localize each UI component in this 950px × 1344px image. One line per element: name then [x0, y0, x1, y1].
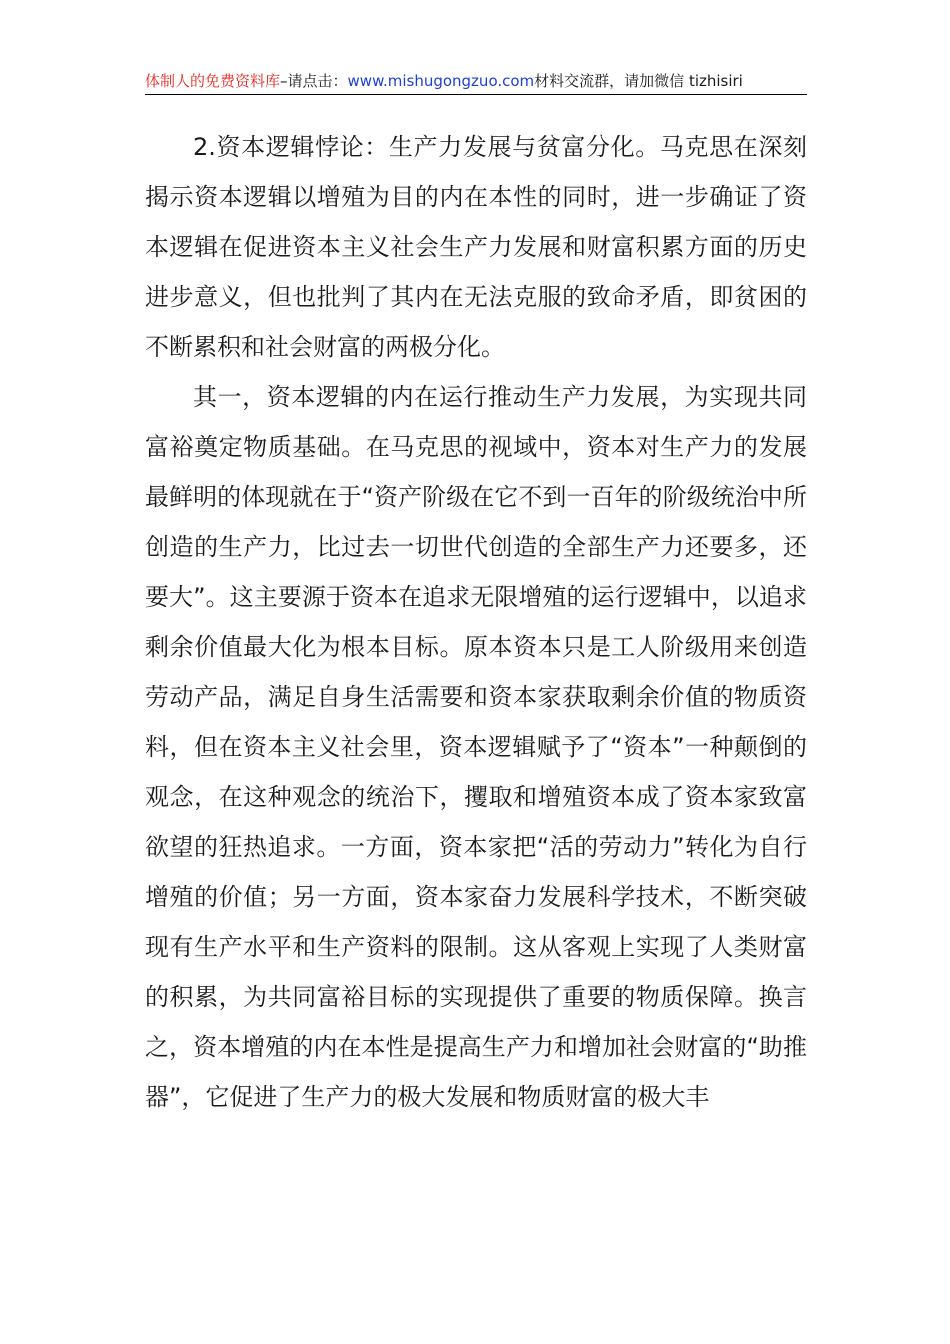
header-separator: –请点击：	[280, 72, 348, 90]
header-link[interactable]: www.mishugongzuo.com	[347, 72, 535, 90]
header-tail: 材料交流群，请加微信 tizhisiri	[534, 72, 743, 90]
page-header	[145, 70, 807, 95]
paragraph-1: 2.资本逻辑悖论：生产力发展与贫富分化。马克思在深刻揭示资本逻辑以增殖为目的内在本性的同时，进一步确证了资本逻辑在促进资本主义社会生产力发展和财富积累方面的历史进步意义，但也批判了其内在无法克服的致命矛盾，即贫困的不断累积和社会财富的两极分化。	[145, 133, 807, 361]
header-brand: 体制人的免费资料库	[145, 72, 281, 90]
paragraph-2: 其一，资本逻辑的内在运行推动生产力发展，为实现共同富裕奠定物质基础。在马克思的视域中，资本对生产力的发展最鲜明的体现就在于“资产阶级在它不到一百年的阶级统治中所创造的生产力，比过去一切世代创造的全部生产力还要多，还要大”。这主要源于资本在追求无限增殖的运行逻辑中，以追求剩余价值最大化为根本目标。原本资本只是工人阶级用来创造劳动产品，满足自身生活需要和资本家获取剩余价值的物质资料，但在资本主义社会里，资本逻辑赋予了“资本”一种颠倒的观念，在这种观念的统治下，攫取和增殖资本成了资本家致富欲望的狂热追求。一方面，资本家把“活的劳动力”转化为自行增殖的价值；另一方面，资本家奋力发展科学技术，不断突破现有生产水平和生产资料的限制。这从客观上实现了人类财富的积累，为共同富裕目标的实现提供了重要的物质保障。换言之，资本增殖的内在本性是提高生产力和增加社会财富的“助推器”，它促进了生产力的极大发展和物质财富的极大丰	[145, 383, 807, 1111]
document-body	[145, 122, 807, 1122]
